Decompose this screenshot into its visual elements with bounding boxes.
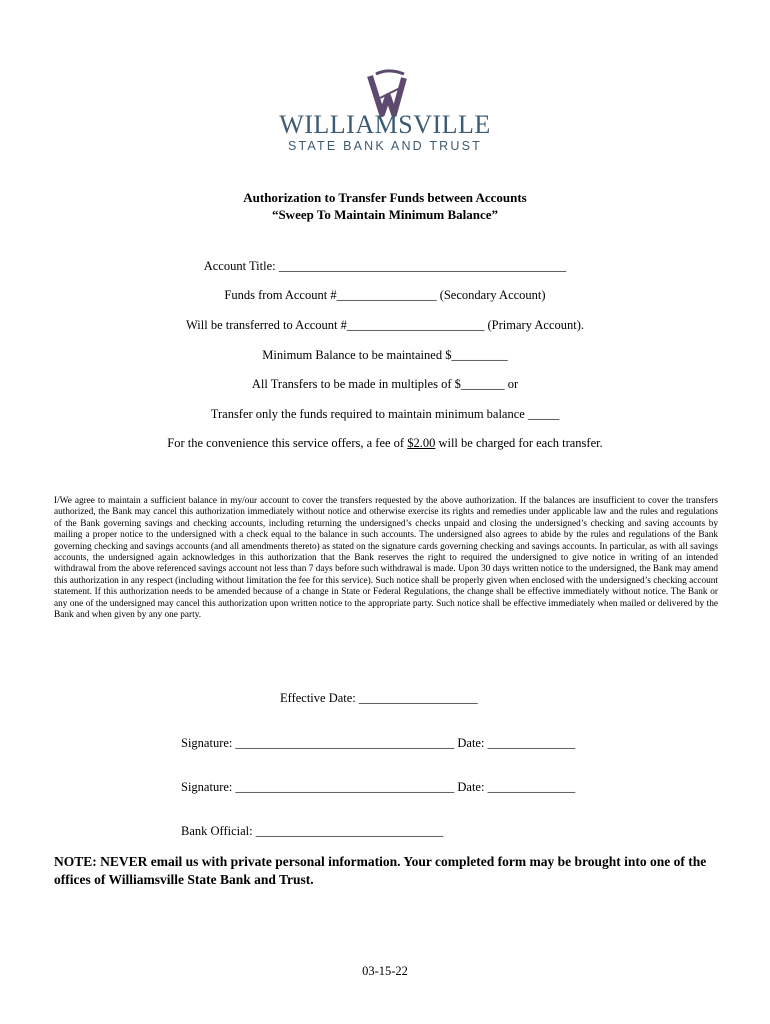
bank-subtitle: STATE BANK AND TRUST: [287, 139, 483, 153]
privacy-note: NOTE: NEVER email us with private personal information. Your completed form may be brought into one of the offices of Williamsville State Bank and Trust.: [54, 854, 707, 887]
signature-1-field[interactable]: Signature: ___________________________________ Date: ______________: [181, 736, 576, 750]
form-title: Authorization to Transfer Funds between Accounts: [243, 190, 527, 205]
account-title-field[interactable]: Account Title: ______________________________________________: [203, 259, 567, 273]
fee-suffix: will be charged for each transfer.: [435, 436, 603, 450]
required-funds-field[interactable]: Transfer only the funds required to maintain minimum balance _____: [210, 407, 560, 421]
agreement-paragraph: I/We agree to maintain a sufficient balance in my/our account to cover the transfers requested by the above authorization. If the balances are insufficient to cover the transfers authorized, the Bank may cancel this authorization immediately without notice and otherwise exercise its rights and remedies under applicable law and the rules and regulations of the Bank governing savings and checking accounts, including returning the undersigned’s checks unpaid and closing the undersigned’s checking and saving accounts by mailing a proper notice to the undersigned with a check equal to the balance in such accounts. The undersigned also agrees to abide by the rules and regulations of the Bank governing checking and savings accounts (and all amendments thereto) as stated on the signature cards governing checking and savings accounts. In particular, as with all savings accounts, the undersigned again acknowledges in this authorization that the Bank reserves the right to required the undersigned to give notice in writing of an intended withdrawal from the above referenced savings account not less than 7 days before such withdrawal is made. Upon 30 days written notice to the undersigned, the Bank may amend this authorization in any respect (including without limitation the fee for this service). Such notice shall be properly given when enclosed with the undersigned’s checking account statement. If this authorization needs to be amended because of a change in State or Federal Regulations, the change shall be effective immediately without notice. The Bank or any one of the undersigned may cancel this authorization upon written notice to the appropriate party. Such notice shall be effective immediately when mailed or delivered by the Bank and when given by any one party.: [54, 496, 718, 621]
fee-statement: [0, 436, 770, 451]
bank-name: WILLIAMSVILLE: [279, 110, 491, 139]
fee-prefix: For the convenience this service offers, a fee of: [167, 436, 408, 450]
signature-2-field[interactable]: Signature: ___________________________________ Date: ______________: [181, 780, 576, 794]
form-revision-date: 03-15-22: [362, 964, 408, 978]
multiples-field[interactable]: All Transfers to be made in multiples of $_______ or: [251, 377, 519, 391]
effective-date-field[interactable]: Effective Date: ___________________: [280, 691, 478, 705]
form-subtitle: “Sweep To Maintain Minimum Balance”: [271, 207, 499, 222]
transferred-to-field[interactable]: Will be transferred to Account #______________________ (Primary Account).: [185, 318, 585, 332]
minimum-balance-field[interactable]: Minimum Balance to be maintained $_________: [262, 348, 508, 362]
funds-from-field[interactable]: Funds from Account #________________ (Secondary Account): [224, 288, 546, 302]
bank-official-field[interactable]: Bank Official: ______________________________: [181, 824, 444, 838]
fee-amount: $2.00: [407, 436, 436, 450]
